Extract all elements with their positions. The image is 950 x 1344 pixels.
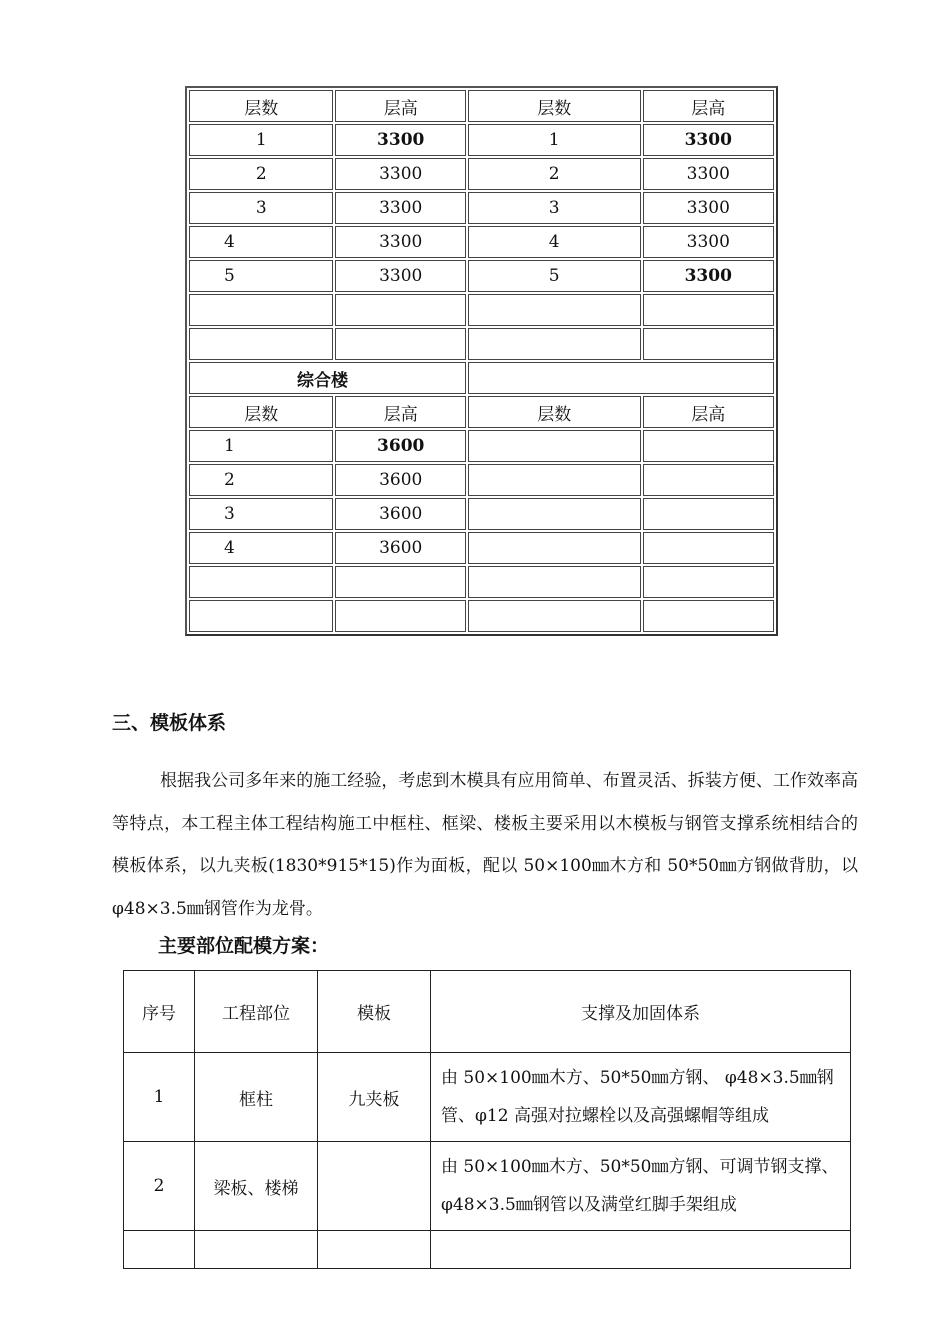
table-cell — [468, 532, 641, 564]
section-heading: 三、模板体系 — [112, 712, 227, 734]
table-cell: 3300 — [643, 226, 774, 258]
header-cell: 序号 — [124, 971, 195, 1053]
table-cell — [468, 600, 641, 632]
table-cell — [643, 328, 774, 360]
table-row — [189, 260, 774, 292]
table-cell — [468, 464, 641, 496]
table-cell: 2 — [189, 158, 333, 190]
table-cell: 3600 — [335, 430, 465, 462]
table-cell: 3300 — [335, 192, 465, 224]
header-cell: 模板 — [318, 971, 431, 1053]
table-cell — [318, 1231, 431, 1269]
table-row — [189, 192, 774, 224]
section-title-cell: 综合楼 — [189, 362, 466, 394]
table-cell — [468, 566, 641, 598]
table-cell — [124, 1231, 195, 1269]
table-cell — [431, 1231, 851, 1269]
table-cell: 梁板、楼梯 — [195, 1142, 318, 1231]
header-cell: 层数 — [468, 90, 641, 122]
table-cell: 3300 — [643, 192, 774, 224]
table-row — [189, 396, 774, 428]
table-cell: 3300 — [643, 260, 774, 292]
table-cell: 3 — [468, 192, 641, 224]
table-cell: 3600 — [335, 464, 465, 496]
table-row — [124, 1142, 851, 1231]
header-cell: 层数 — [468, 396, 641, 428]
table-row — [189, 566, 774, 598]
table-row — [189, 532, 774, 564]
table-cell: 2 — [189, 464, 333, 496]
table-cell: 4 — [189, 226, 333, 258]
table-cell: 3 — [189, 498, 333, 530]
table-cell: 3300 — [643, 124, 774, 156]
table-row — [189, 124, 774, 156]
table-cell — [643, 294, 774, 326]
table-cell: 2 — [468, 158, 641, 190]
table-cell: 3300 — [643, 158, 774, 190]
table-row — [189, 464, 774, 496]
table-cell — [335, 566, 465, 598]
table-cell — [335, 328, 465, 360]
table-cell: 框柱 — [195, 1053, 318, 1142]
table-row — [189, 294, 774, 326]
table-row — [189, 600, 774, 632]
header-cell: 支撑及加固体系 — [431, 971, 851, 1053]
header-cell: 层数 — [189, 90, 333, 122]
header-cell: 工程部位 — [195, 971, 318, 1053]
table-cell: 1 — [189, 430, 333, 462]
table-cell — [189, 600, 333, 632]
table-row — [189, 158, 774, 190]
table-cell — [468, 430, 641, 462]
table-cell: 由 50×100㎜木方、50*50㎜方钢、可调节钢支撑、 φ48×3.5㎜钢管以及满堂红脚手架组成 — [431, 1142, 851, 1231]
table-cell: 3300 — [335, 158, 465, 190]
table-row — [124, 1053, 851, 1142]
table-cell: 1 — [189, 124, 333, 156]
table-cell — [335, 600, 465, 632]
sub-heading: 主要部位配模方案： — [158, 935, 330, 957]
table-cell — [468, 328, 641, 360]
table-cell: 5 — [189, 260, 333, 292]
formwork-plan-table — [123, 970, 851, 1269]
table-row — [189, 226, 774, 258]
header-cell: 层高 — [335, 90, 465, 122]
table-cell — [643, 566, 774, 598]
table-row — [189, 328, 774, 360]
body-paragraph — [112, 760, 858, 930]
table-cell: 2 — [124, 1142, 195, 1231]
table-cell — [335, 294, 465, 326]
table-cell — [643, 532, 774, 564]
table-cell — [195, 1231, 318, 1269]
table-cell: 由 50×100㎜木方、50*50㎜方钢、 φ48×3.5㎜钢管、φ12 高强对拉螺栓以及高强螺帽等组成 — [431, 1053, 851, 1142]
table-row — [189, 362, 774, 394]
table-cell: 5 — [468, 260, 641, 292]
table-cell: 3300 — [335, 124, 465, 156]
header-cell: 层高 — [335, 396, 465, 428]
table-cell: 4 — [189, 532, 333, 564]
table-row — [189, 90, 774, 122]
table-cell — [468, 362, 774, 394]
table-cell — [643, 498, 774, 530]
header-cell: 层数 — [189, 396, 333, 428]
table-row — [124, 1231, 851, 1269]
floor-height-table — [185, 86, 778, 636]
table-cell — [189, 294, 333, 326]
table-row — [189, 498, 774, 530]
table-header-row — [124, 971, 851, 1053]
table-cell — [468, 294, 641, 326]
table-cell — [643, 600, 774, 632]
header-cell: 层高 — [643, 396, 774, 428]
table-row — [189, 430, 774, 462]
paragraph-text: 根据我公司多年来的施工经验，考虑到木模具有应用简单、布置灵活、拆装方便、工作效率高等特点，本工程主体工程结构施工中框柱、框梁、楼板主要采用以木模板与钢管支撑系统相结合的模板体系，以九夹板(1830*915*15)作为面板，配以 50×100㎜木方和 50*50㎜方钢做背肋，以 φ48×3.5㎜钢管作为龙骨。 — [112, 771, 858, 919]
table-cell — [643, 430, 774, 462]
table-cell — [468, 498, 641, 530]
table-cell: 九夹板 — [318, 1053, 431, 1142]
table-cell — [643, 464, 774, 496]
table-cell: 4 — [468, 226, 641, 258]
table-cell: 3 — [189, 192, 333, 224]
table-cell: 3300 — [335, 260, 465, 292]
table-cell — [189, 566, 333, 598]
table-cell: 1 — [468, 124, 641, 156]
table-cell — [318, 1142, 431, 1231]
table-cell — [189, 328, 333, 360]
table-cell: 3300 — [335, 226, 465, 258]
table-cell: 3600 — [335, 532, 465, 564]
header-cell: 层高 — [643, 90, 774, 122]
table-cell: 3600 — [335, 498, 465, 530]
table-cell: 1 — [124, 1053, 195, 1142]
